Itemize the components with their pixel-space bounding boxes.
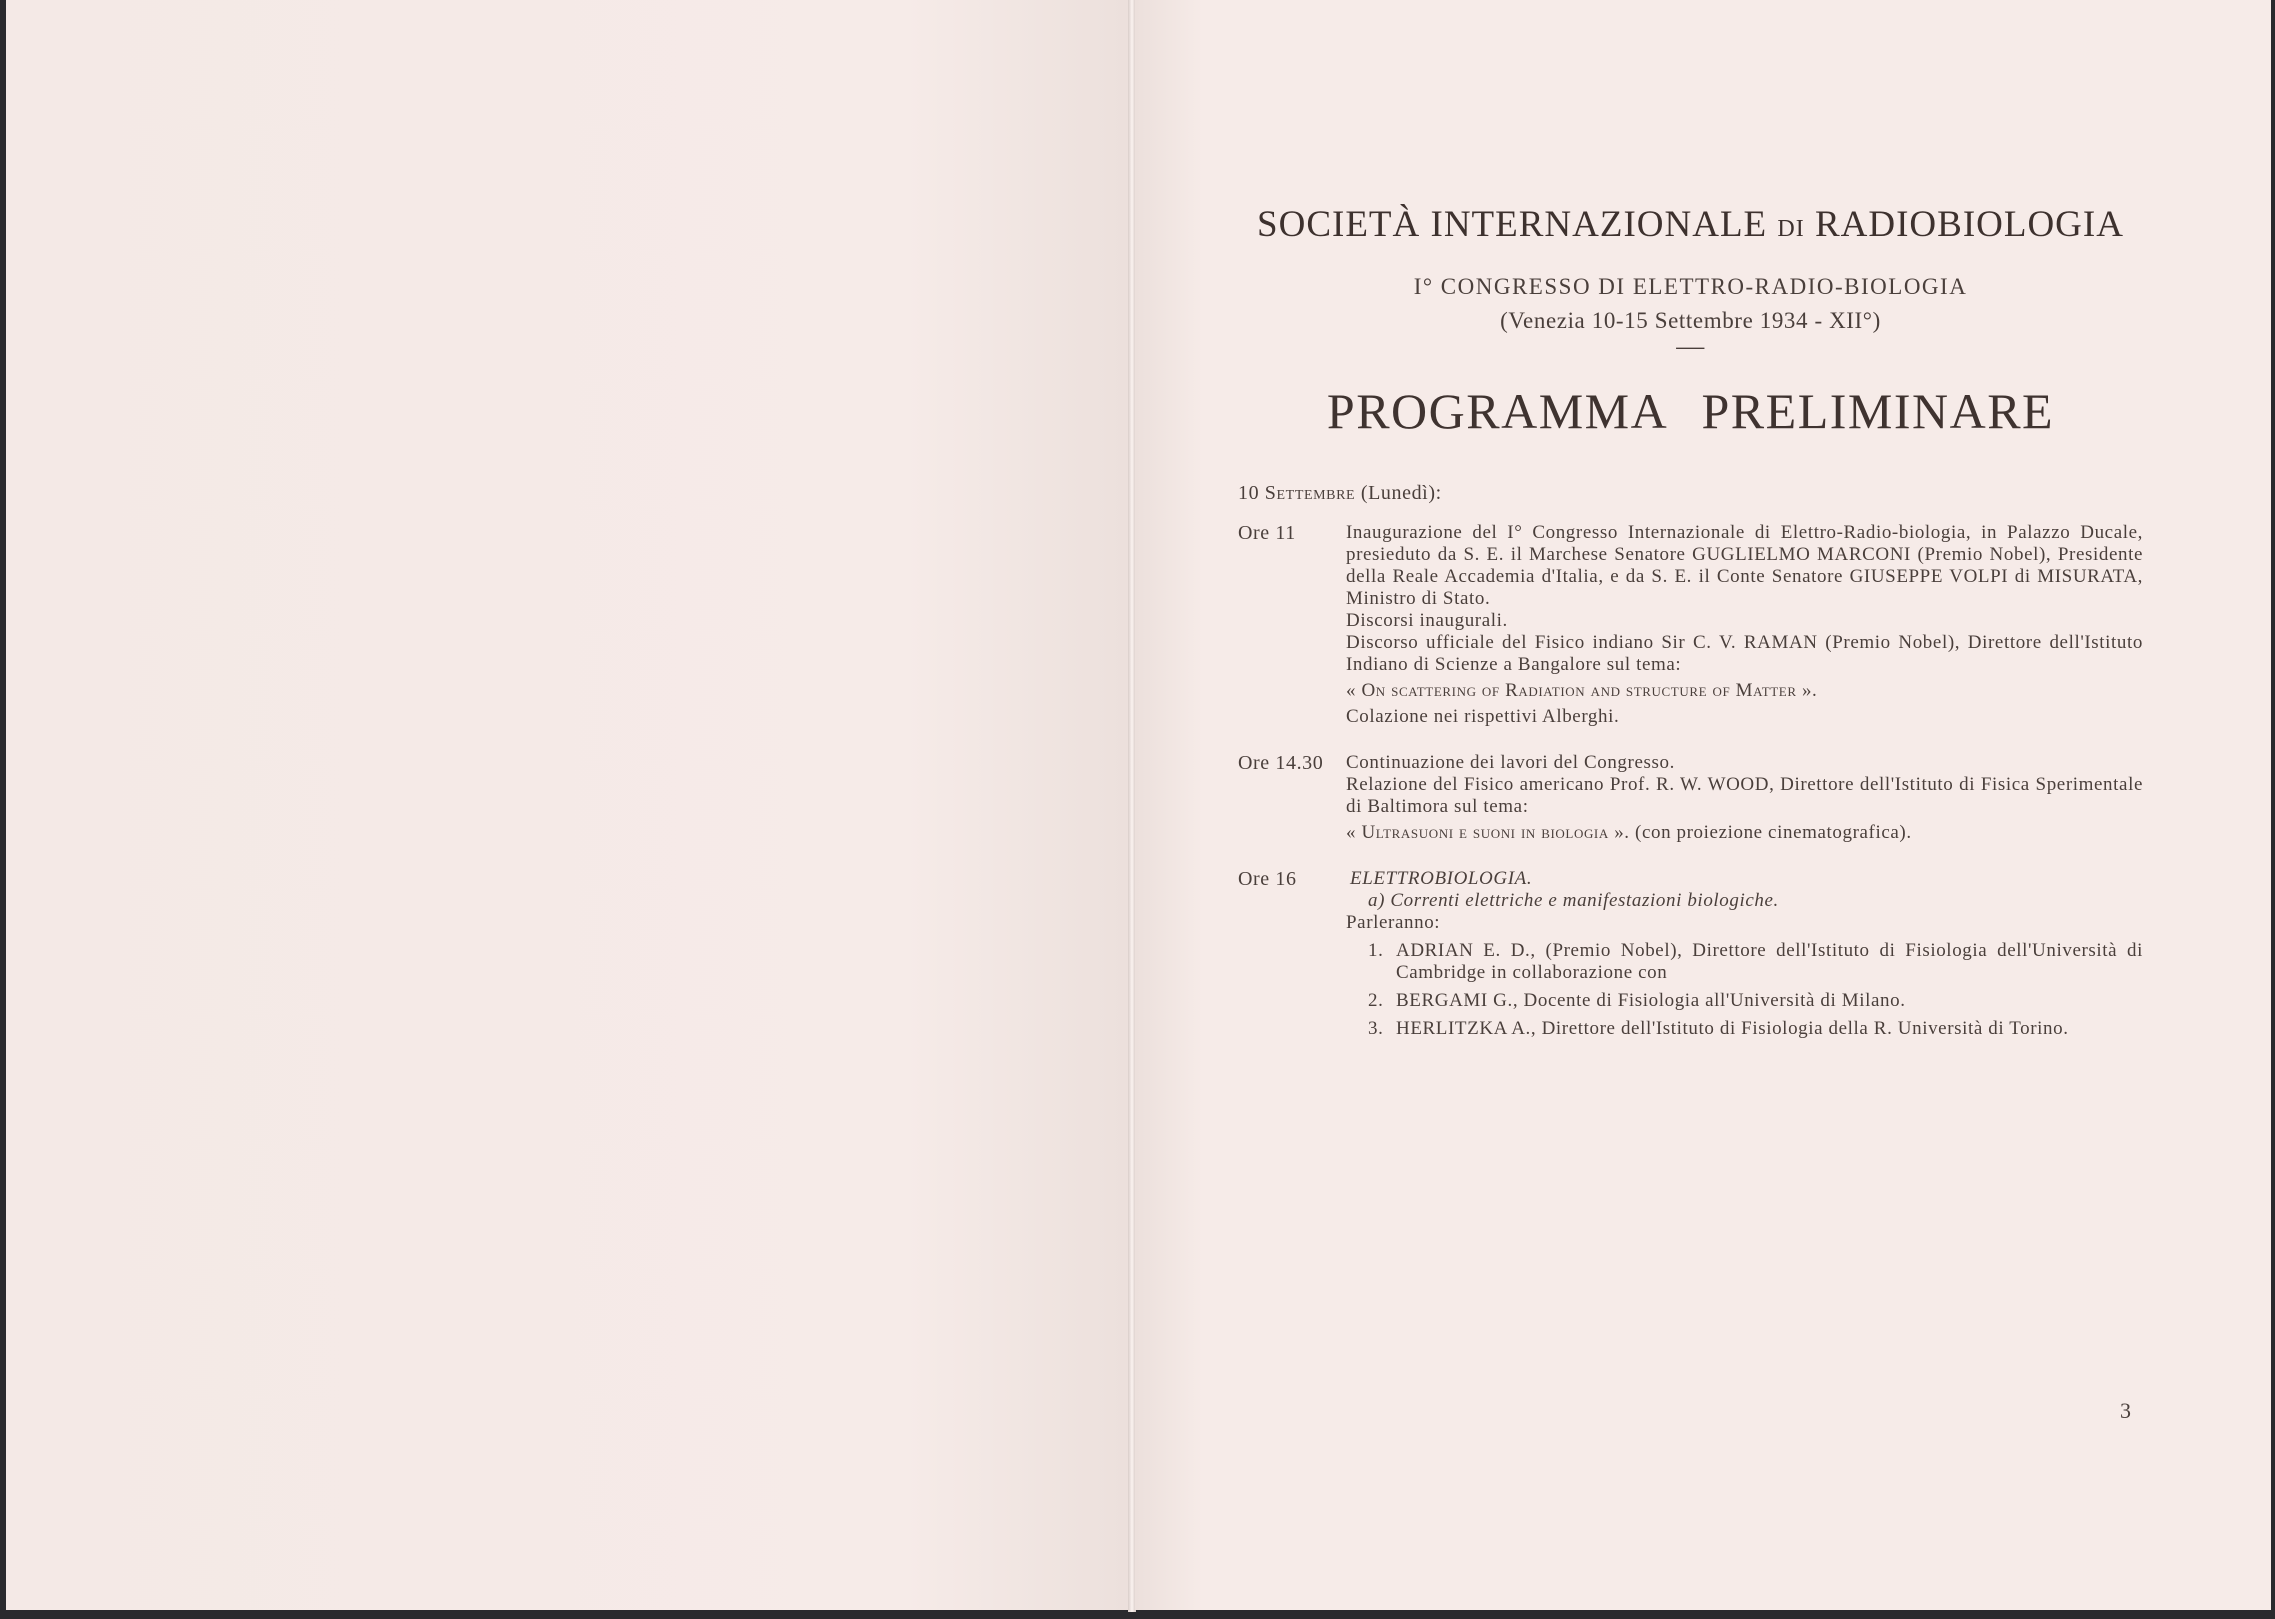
speaker-item: 2. BERGAMI G., Docente di Fisiologia all'Università di Milano. — [1368, 990, 1906, 1011]
page-number: 3 — [2120, 1398, 2131, 1423]
section-heading: ELETTROBIOLOGIA. — [1350, 868, 1533, 889]
lecture-topic: « On scattering of Radiation and structure of Matter ». — [1346, 680, 1818, 701]
session-text: Discorso ufficiale del Fisico indiano Sir C. V. RAMAN (Premio Nobel), Direttore dell'Istituto Indiano di Scienze a Bangalore sul tema: — [1346, 632, 2143, 675]
session-text: Continuazione dei lavori del Congresso. — [1346, 752, 1675, 773]
speaker-item: 3. HERLITZKA A., Direttore dell'Istituto di Fisiologia della R. Università di Torino. — [1368, 1018, 2069, 1039]
society-name: SOCIETÀ INTERNAZIONALE DI RADIOBIOLOGIA — [1257, 204, 2124, 245]
session-text: Inaugurazione del I° Congresso Internazionale di Elettro-Radio-biologia, in Palazzo Ducale, presieduto da S. E. il Marchese Senatore GUGLIELMO MARCONI (Premio Nobel), Presidente della Reale Accademia d'Italia, e da S. E. il Conte Senatore GIUSEPPE VOLPI di MISURATA, Ministro di Stato. — [1346, 522, 2143, 609]
lecture-topic-line — [1346, 822, 2143, 844]
lecture-note: (con proiezione cinematografica). — [1635, 822, 1912, 843]
congress-title: I° CONGRESSO DI ELETTRO-RADIO-BIOLOGIA — [1413, 274, 1968, 299]
program-content — [1238, 200, 2143, 1040]
speakers-label: Parleranno: — [1346, 912, 1441, 933]
session-time: Ore 14.30 — [1238, 752, 1324, 774]
session-ore-11 — [1238, 522, 2143, 728]
session-text: Colazione nei rispettivi Alberghi. — [1346, 706, 1620, 727]
separator-dash: — — [1676, 331, 1705, 362]
congress-dates: (Venezia 10-15 Settembre 1934 - XII°) — [1500, 308, 1881, 333]
lecture-topic: « Ultrasuoni e suoni in biologia ». — [1346, 822, 1630, 843]
session-time: Ore 16 — [1238, 868, 1297, 890]
session-ore-1430 — [1238, 752, 2143, 844]
society-di: DI — [1777, 216, 1805, 242]
session-text: Relazione del Fisico americano Prof. R. W. WOOD, Direttore dell'Istituto di Fisica Sperimentale di Baltimora sul tema: — [1346, 774, 2143, 817]
page-title: PROGRAMMA PRELIMINARE — [1326, 383, 2055, 439]
session-time: Ore 11 — [1238, 522, 1296, 544]
day-heading: 10 Settembre (Lunedì): — [1238, 482, 1442, 504]
left-blank-page — [6, 0, 1130, 1610]
session-ore-16 — [1238, 868, 2143, 1040]
subsection-heading: a) Correnti elettriche e manifestazioni biologiche. — [1368, 890, 1779, 911]
speaker-item: 1. ADRIAN E. D., (Premio Nobel), Direttore dell'Istituto di Fisiologia dell'Università di Cambridge in collaborazione con — [1368, 940, 2143, 983]
session-text: Discorsi inaugurali. — [1346, 610, 1508, 631]
